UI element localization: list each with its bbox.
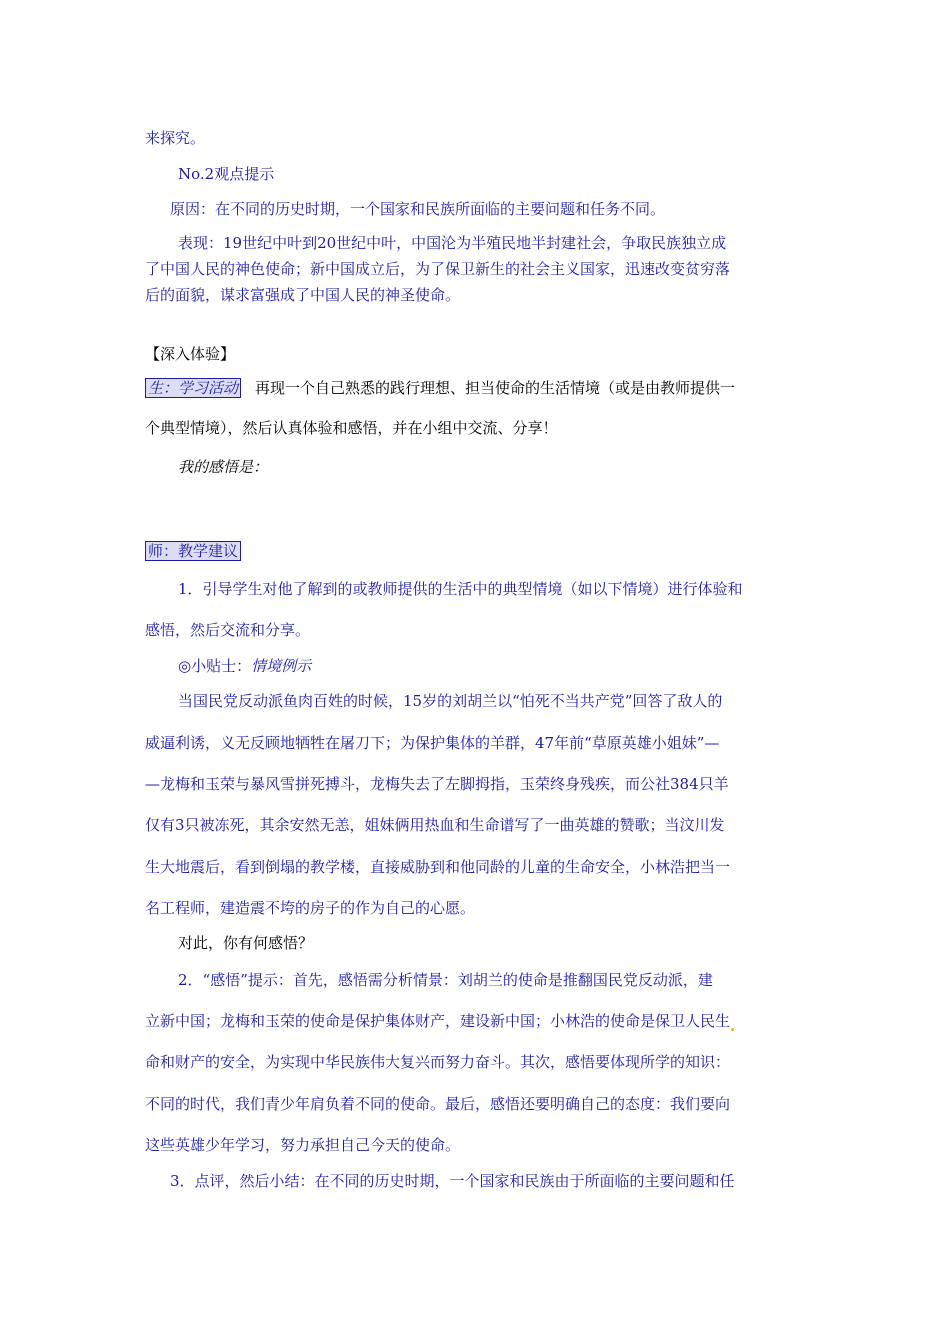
story-line: 当国民党反动派鱼肉百姓的时候，15岁的刘胡兰以“怕死不当共产党”回答了敌人的 <box>178 692 723 710</box>
teacher-item-3: 3．点评，然后小结：在不同的历史时期，一个国家和民族由于所面临的主要问题和任 <box>170 1172 735 1190</box>
tip-prefix: ◎小贴士： <box>178 657 252 675</box>
student-activity-line <box>145 378 735 398</box>
story-line: 名工程师，建造震不垮的房子的作为自己的心愿。 <box>145 899 476 917</box>
teacher-item-2 <box>145 1011 734 1031</box>
teacher-item-2: 这些英雄少年学习，努力承担自己今天的使命。 <box>145 1136 461 1154</box>
story-line: 生大地震后，看到倒塌的教学楼，直接威胁到和他同龄的儿童的生命安全，小林浩把当一 <box>145 858 731 876</box>
student-activity-label: 生：学习活动 <box>145 378 241 398</box>
my-insight-prompt: 我的感悟是： <box>178 458 269 476</box>
continuation-text: 来探究。 <box>145 129 206 147</box>
story-line: 威逼利诱，义无反顾地牺牲在屠刀下；为保护集体的羊群，47年前“草原英雄小姐妹”— <box>145 734 720 752</box>
section-title: 【深入体验】 <box>145 345 236 363</box>
teacher-item-2: 2．“感悟”提示：首先，感悟需分析情景：刘胡兰的使命是推翻国民党反动派，建 <box>178 971 713 989</box>
teacher-item-2: 不同的时代，我们青少年肩负着不同的使命。最后，感悟还要明确自己的态度：我们要向 <box>145 1095 731 1113</box>
teacher-suggestion-label-line <box>145 541 255 561</box>
teacher-suggestion-label: 师：教学建议 <box>145 541 241 561</box>
viewpoint-heading: No.2观点提示 <box>178 165 275 183</box>
teacher-item-2: 命和财产的安全，为实现中华民族伟大复兴而努力奋斗。其次，感悟要体现所学的知识： <box>145 1053 731 1071</box>
teacher-item-1: 1．引导学生对他了解到的或教师提供的生活中的典型情境（如以下情境）进行体验和 <box>178 580 743 598</box>
student-activity-text: 再现一个自己熟悉的践行理想、担当使命的生活情境（或是由教师提供一 <box>255 379 736 397</box>
tip-line <box>178 656 311 676</box>
viewpoint-manifest-line: 表现：19世纪中叶到20世纪中叶，中国沦为半殖民地半封建社会，争取民族独立成 <box>178 234 727 252</box>
teacher-item-1: 感悟，然后交流和分享。 <box>145 621 311 639</box>
edit-mark-icon <box>731 1028 734 1031</box>
question-text: 对此，你有何感悟？ <box>178 934 314 952</box>
viewpoint-manifest-line: 了中国人民的神色使命；新中国成立后，为了保卫新生的社会主义国家，迅速改变贫穷落 <box>145 260 731 278</box>
story-line: 仅有3只被冻死，其余安然无恙，姐妹俩用热血和生命谱写了一曲英雄的赞歌；当汶川发 <box>145 816 725 834</box>
viewpoint-manifest-line: 后的面貌，谋求富强成了中国人民的神圣使命。 <box>145 286 461 304</box>
student-activity-text: 个典型情境），然后认真体验和感悟，并在小组中交流、分享！ <box>145 419 558 437</box>
teacher-item-2-text: 立新中国；龙梅和玉荣的使命是保护集体财产，建设新中国；小林浩的使命是保卫人民生 <box>145 1012 731 1030</box>
story-line: —龙梅和玉荣与暴风雪拼死搏斗，龙梅失去了左脚拇指，玉荣终身残疾，而公社384只羊 <box>145 775 729 793</box>
viewpoint-reason: 原因：在不同的历史时期，一个国家和民族所面临的主要问题和任务不同。 <box>170 200 666 218</box>
tip-title: 情境例示 <box>251 657 312 675</box>
